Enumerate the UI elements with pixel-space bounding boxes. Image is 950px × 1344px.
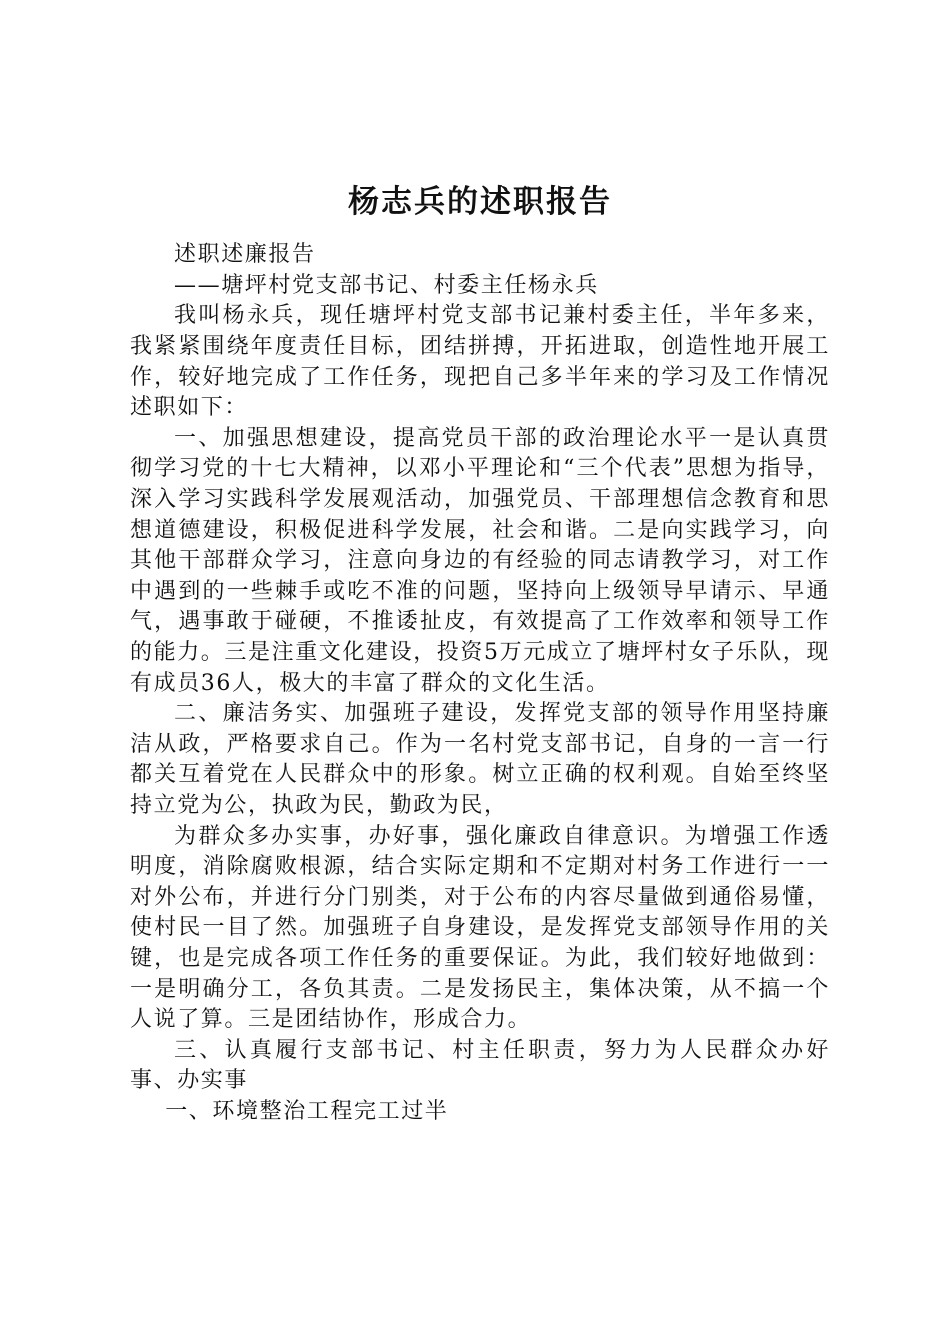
paragraph-subsection-one: 一、环境整治工程完工过半: [165, 1098, 449, 1124]
paragraph-section-two-continued: 为群众多办实事，办好事，强化廉政自律意识。为增强工作透明度，消除腐败根源，结合实际定期和不定期对村务工作进行一一对外公布，并进行分门别类，对于公布的内容尽量做到通俗易懂，使村民一目了然。加强班子自身建设，是发挥党支部领导作用的关键，也是完成各项工作任务的重要保证。为此，我们较好地做到：一是明确分工，各负其责。二是发扬民主，集体决策，从不搞一个人说了算。三是团结协作，形成合力。: [130, 823, 830, 1033]
paragraph-section-two: 二、廉洁务实、加强班子建设，发挥党支部的领导作用坚持廉洁从政，严格要求自己。作为一名村党支部书记，自身的一言一行都关互着党在人民群众中的形象。树立正确的权利观。自始至终坚持立党为公，执政为民，勤政为民，: [130, 701, 830, 818]
paragraph-section-one: 一、加强思想建设，提高党员干部的政治理论水平一是认真贯彻学习党的十七大精神，以邓小平理论和“三个代表”思想为指导，深入学习实践科学发展观活动，加强党员、干部理想信念教育和思想道德建设，积极促进科学发展，社会和谐。二是向实践学习，向其他干部群众学习，注意向身边的有经验的同志请教学习，对工作中遇到的一些棘手或吃不准的问题，坚持向上级领导早请示、早通气，遇事敢于碰硬，不推诿扯皮，有效提高了工作效率和领导工作的能力。三是注重文化建设，投资5万元成立了塘坪村女子乐队，现有成员36人，极大的丰富了群众的文化生活。: [130, 425, 830, 696]
paragraph-author-line: ——塘坪村党支部书记、村委主任杨永兵: [174, 272, 599, 298]
paragraph-intro: 我叫杨永兵，现任塘坪村党支部书记兼村委主任，半年多来，我紧紧围绕年度责任目标，团结拼搏，开拓进取，创造性地开展工作，较好地完成了工作任务，现把自己多半年来的学习及工作情况述职如下：: [130, 303, 830, 421]
document-title: 杨志兵的述职报告: [348, 184, 612, 220]
paragraph-section-three: 三、认真履行支部书记、村主任职责，努力为人民群众办好事、办实事: [130, 1037, 830, 1094]
paragraph-heading: 述职述廉报告: [174, 242, 316, 268]
document-page: [130, 182, 830, 1128]
